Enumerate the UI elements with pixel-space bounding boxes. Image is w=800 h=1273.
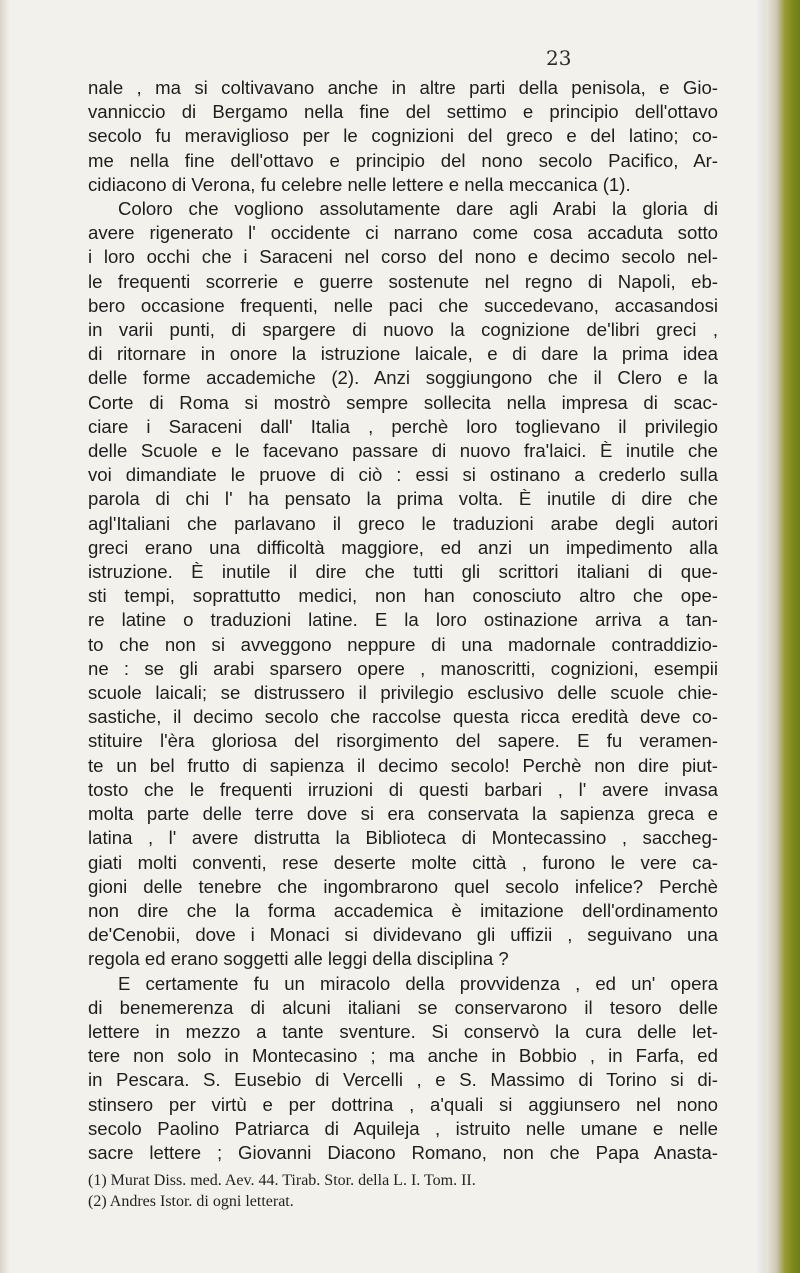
text-line: Corte di Roma si mostrò sempre sollecita nella impresa di scac- (88, 391, 718, 413)
text-line: sastiche, il decimo secolo che raccolse questa ricca eredità deve co- (88, 706, 718, 728)
text-line: cidiacono di Verona, fu celebre nelle lettere e nella meccanica (1). (88, 173, 631, 195)
text-line: agl'Italiani che parlavano il greco le traduzioni arabe degli autori (88, 512, 718, 534)
text-line: stinsero per virtù e per dottrina , a'quali si aggiunsero nel nono (88, 1093, 718, 1115)
text-line: scuole laicali; se distrussero il privilegio esclusivo delle scuole chie- (88, 682, 718, 704)
text-line: E certamente fu un miracolo della provvidenza , ed un' opera (118, 972, 718, 994)
text-line: greci erano una difficoltà maggiore, ed anzi un impedimento alla (88, 536, 718, 558)
text-line: secolo fu meraviglioso per le cognizioni del greco e del latino; co- (88, 125, 718, 147)
text-line: molta parte delle terre dove si era conservata la sapienza greca e (88, 803, 718, 825)
text-line: bero occasione frequenti, nelle paci che succedevano, accasandosi (88, 294, 718, 316)
spine-shadow (756, 0, 766, 1273)
footnotes (88, 1170, 718, 1212)
text-line: di ritornare in onore la istruzione laicale, e di dare la prima idea (88, 343, 718, 365)
text-line: le frequenti scorrerie e guerre sostenute nel regno di Napoli, eb- (88, 270, 718, 292)
text-line: de'Cenobii, dove i Monaci si dividevano gli uffizii , seguivano una (88, 924, 718, 946)
footnote: (1) Murat Diss. med. Aev. 44. Tirab. Stor. della L. I. Tom. II. (88, 1172, 476, 1189)
text-line: tosto che le frequenti irruzioni di questi barbari , l' avere invasa (88, 778, 718, 800)
text-line: delle forme accademiche (2). Anzi soggiungono che il Clero e la (88, 367, 718, 389)
page-number: 23 (546, 46, 572, 70)
footnote: (2) Andres Istor. di ogni letterat. (88, 1193, 294, 1210)
text-line: secolo Paolino Patriarca di Aquileja , istruito nelle umane e nelle (88, 1117, 718, 1139)
text-line: vanniccio di Bergamo nella fine del settimo e principio dell'ottavo (88, 101, 718, 123)
text-line: non dire che la forma accademica è imitazione dell'ordinamento (88, 899, 718, 921)
text-line: istruzione. È inutile il dire che tutti gli scrittori italiani di que- (88, 561, 718, 583)
text-line: Coloro che vogliono assolutamente dare agli Arabi la gloria di (118, 198, 718, 220)
text-line: delle Scuole e le facevano passare di nuovo fra'laici. È inutile che (88, 440, 718, 462)
text-line: tere non solo in Montecasino ; ma anche in Bobbio , in Farfa, ed (88, 1045, 718, 1067)
text-line: avere rigenerato l' occidente ci narrano come cosa accaduta sotto (88, 222, 718, 244)
text-line: parola di chi l' ha pensato la prima volta. È inutile di dire che (88, 488, 718, 510)
text-line: lettere in mezzo a tante sventure. Si conservò la cura delle let- (88, 1020, 718, 1042)
text-line: te un bel frutto di sapienza il decimo secolo! Perchè non dire piut- (88, 754, 718, 776)
text-line: ciare i Saraceni dall' Italia , perchè loro toglievano il privilegio (88, 415, 718, 437)
text-line: latina , l' avere distrutta la Biblioteca di Montecassino , saccheg- (88, 827, 718, 849)
text-line: me nella fine dell'ottavo e principio del nono secolo Pacifico, Ar- (88, 149, 718, 171)
book-spine-edge (766, 0, 800, 1273)
text-line: sti tempi, soprattutto medici, non han conosciuto altro che ope- (88, 585, 718, 607)
text-line: in varii punti, di spargere di nuovo la cognizione de'libri greci , (88, 319, 718, 341)
text-line: to che non si avveggono neppure di una madornale contraddizio- (88, 633, 718, 655)
page-left-edge (0, 0, 10, 1273)
text-line: giati molti conventi, rese deserte molte città , furono le vere ca- (88, 851, 718, 873)
text-line: di benemerenza di alcuni italiani se conservarono il tesoro delle (88, 996, 718, 1018)
text-line: i loro occhi che i Saraceni nel corso del nono e decimo secolo nel- (88, 246, 718, 268)
text-line: stituire l'èra gloriosa del risorgimento del sapere. E fu veramen- (88, 730, 718, 752)
body-text (88, 76, 718, 1165)
text-line: nale , ma si coltivavano anche in altre parti della penisola, e Gio- (88, 77, 718, 98)
text-line: voi dimandiate le pruove di ciò : essi si ostinano a crederlo sulla (88, 464, 718, 486)
text-line: re latine o traduzioni latine. E la loro ostinazione arriva a tan- (88, 609, 718, 631)
text-line: ne : se gli arabi sparsero opere , manoscritti, cognizioni, esempii (88, 657, 718, 679)
text-line: gioni delle tenebre che ingombrarono quel secolo infelice? Perchè (88, 875, 718, 897)
text-line: in Pescara. S. Eusebio di Vercelli , e S. Massimo di Torino si di- (88, 1069, 718, 1091)
text-line: sacre lettere ; Giovanni Diacono Romano, non che Papa Anasta- (88, 1141, 718, 1163)
text-line: regola ed erano soggetti alle leggi della disciplina ? (88, 948, 509, 970)
